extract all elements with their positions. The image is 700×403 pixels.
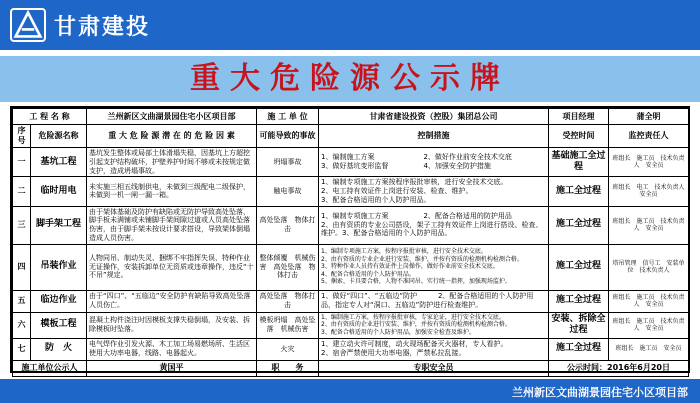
row-measures: 1、建立动火许可制度，动火现场配备灭火器材，专人看护。 2、宿舍严禁使用大功率电器，严禁私拉乱接。: [319, 338, 549, 360]
row-accident: 高处坠落 物体打击: [257, 290, 319, 312]
row-name: 临时用电: [31, 177, 87, 206]
publish-date: 公示时间：2016年6月20日: [549, 360, 689, 376]
header-band: [0, 0, 700, 50]
row-name: 防 火: [31, 338, 87, 360]
row-name: 临边作业: [31, 290, 87, 312]
hazard-table: [12, 108, 689, 377]
row-name: 脚手架工程: [31, 206, 87, 244]
manager-label: 项目经理: [549, 109, 609, 125]
publisher-label: 施工单位公示人: [13, 360, 87, 376]
col-name: 危险源名称: [31, 125, 87, 148]
row-accident: 整体倾覆 机械伤害 高处坠落 物体打击: [257, 244, 319, 290]
footer-row: [13, 360, 689, 376]
row-accident: 触电事故: [257, 177, 319, 206]
row-responsible: 班组长 施工员 技术负责人 安全员: [609, 148, 689, 177]
builder-value: 甘肃省建设投资（控股）集团总公司: [319, 109, 549, 125]
col-accident: 可能导致的事故: [257, 125, 319, 148]
row-factor: 人物同吊、制动失灵、捆绑不牢指挥失误、特种作业无证操作，安装拆卸单位无资质或违章操作，违反“十不吊”规定。: [87, 244, 257, 290]
row-time: 施工全过程: [549, 338, 609, 360]
row-measures: 1、编制专项施工方案，按程序报批审核，进行安全技术交底。 2、由有资质的专业企业进行安装、维护，并按有资质的检测机构检测合格。 3、特种作业人员持有效证件上岗操作，做好作业前安全技术交底。 4、配备合格适用的个人防护用品。 5、捆索、卡具要合格，人物不准同吊。实行统一指挥，加强现场监护。: [319, 244, 549, 290]
row-responsible: 班组长 电工 技术负责人 安全员: [609, 177, 689, 206]
row-accident: 坍塌事故: [257, 148, 319, 177]
row-seq: 二: [13, 177, 31, 206]
col-responsible: 监控责任人: [609, 125, 689, 148]
row-responsible: 班组长 施工员 安全员: [609, 338, 689, 360]
col-measures: 控制措施: [319, 125, 549, 148]
publisher-value: 黄国平: [87, 360, 257, 376]
row-accident: 模板坍塌 高处坠落 机械伤害: [257, 312, 319, 338]
row-accident: 火灾: [257, 338, 319, 360]
row-measures: 1、编制专项施工方案按程序报批审核，进行安全技术交底。 2、电工持有效证件上岗进行安装、检查、维护。 3、配备合格适用的个人防护用品。: [319, 177, 549, 206]
col-factor: 重 大 危 险 源 潜 在 的 危 险 因 素: [87, 125, 257, 148]
row-time: 基础施工全过程: [549, 148, 609, 177]
page-title: 重大危险源公示牌: [190, 61, 510, 96]
row-factor: 未实施三相五线制供电，未做到三级配电二级保护，未做到一机一闸一漏一箱。: [87, 177, 257, 206]
table-row: [13, 338, 689, 360]
table-row: [13, 312, 689, 338]
row-seq: 六: [13, 312, 31, 338]
table-row: [13, 148, 689, 177]
row-time: 施工全过程: [549, 244, 609, 290]
row-measures: 1、编制施工方案，按程序报批审核，专家论证，进行安全技术交底。 2、由有资质的企业进行安装、维护，并按有资质的检测机构检测合格。 3、配备合格适用的个人防护用品，加强安全检查及维护。: [319, 312, 549, 338]
table-row: [13, 206, 689, 244]
duty-value: 专职安全员: [319, 360, 549, 376]
row-seq: 四: [13, 244, 31, 290]
table-row: [13, 177, 689, 206]
row-seq: 一: [13, 148, 31, 177]
row-name: 模板工程: [31, 312, 87, 338]
row-factor: 由于“四口”、“五临边”安全防护有缺陷导致高处坠落人员伤亡。: [87, 290, 257, 312]
row-factor: 由于架体基础及防护有缺陷或无防护导致高处坠落，脚手板未满铺或未铺脚手架间隙过道或人员高处坠落伤害，由于脚手架未按设计要求搭设，导致架体倒塌造成人员伤害。: [87, 206, 257, 244]
row-name: 基坑工程: [31, 148, 87, 177]
row-time: 施工全过程: [549, 206, 609, 244]
col-time: 受控时间: [549, 125, 609, 148]
row-seq: 五: [13, 290, 31, 312]
duty-label: 职 务: [257, 360, 319, 376]
manager-value: 蒲全明: [609, 109, 689, 125]
row-seq: 三: [13, 206, 31, 244]
row-responsible: 班组长 施工员 技术负责人 安全员: [609, 206, 689, 244]
table-row: [13, 290, 689, 312]
row-responsible: 班组长 施工员 技术负责人 安全员: [609, 290, 689, 312]
row-factor: 混凝土构件浇注时因模板支撑失稳倒塌，及安装、拆除模板时坠落。: [87, 312, 257, 338]
hazard-table-board: [10, 106, 690, 373]
row-measures: 1、编制专项施工方案 2、配备合格适用的防护用品 2、由有资质的专业公司搭设，架子工持有效证件上岗进行搭设、检查、维护。3、配备合格适用的个人防护用品。: [319, 206, 549, 244]
footer-project-name: 兰州新区文曲湖景园住宅小区项目部: [512, 386, 688, 399]
row-accident: 高处坠落 物体打击: [257, 206, 319, 244]
company-name: 甘肃建投: [54, 15, 151, 40]
project-label: 工 程 名 称: [13, 109, 87, 125]
builder-label: 施 工 单 位: [257, 109, 319, 125]
row-factor: 电气焊作业引发火源、木工加工场易燃场所、生活区使用大功率电器，线路、电器起火。: [87, 338, 257, 360]
col-seq: 序号: [13, 125, 31, 148]
table-row: [13, 244, 689, 290]
row-measures: 1、做好“四口”、“五临边”防护 2、配备合格适用的个人防护用品，指定专人对“洞口、五临边”防护进行检查维护。: [319, 290, 549, 312]
project-value: 兰州新区文曲湖景园住宅小区项目部: [87, 109, 257, 125]
row-responsible: 塔吊管理 信号工 安装单位 技术负责人: [609, 244, 689, 290]
row-responsible: 班组长 施工员 技术负责人 安全员: [609, 312, 689, 338]
row-measures: 1、编制施工方案 2、做好作业前安全技术交底 3、做好基坑变形监督 4、加强安全防护措施: [319, 148, 549, 177]
row-time: 安装、拆除全过程: [549, 312, 609, 338]
company-logo-icon: [10, 8, 46, 42]
row-seq: 七: [13, 338, 31, 360]
row-time: 施工全过程: [549, 290, 609, 312]
row-name: 吊装作业: [31, 244, 87, 290]
row-factor: 基坑发生整体或局部土体滑塌失稳，因基坑上方超挖引起支护结构破坏，护壁养护时间不够或未按规定做支护，造成坍塌事故。: [87, 148, 257, 177]
row-time: 施工全过程: [549, 177, 609, 206]
